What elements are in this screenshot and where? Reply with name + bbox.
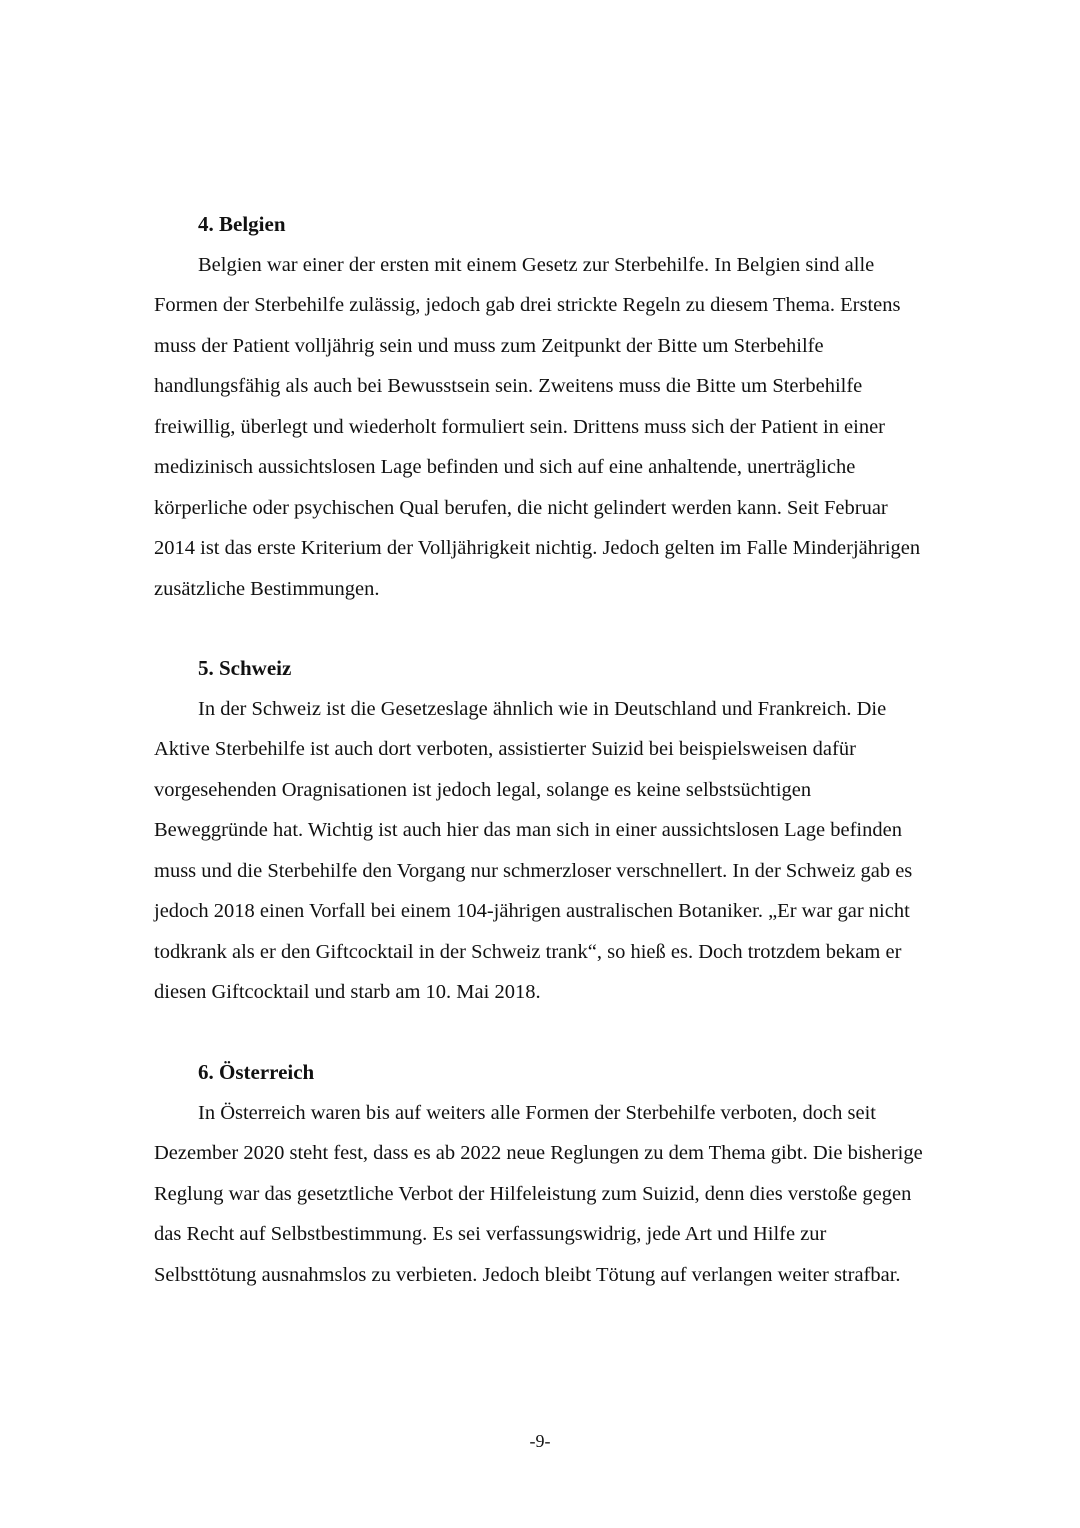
text-line: medizinisch aussichtslosen Lage befinden und sich auf eine anhaltende, unerträgliche	[154, 456, 856, 478]
text-line: das Recht auf Selbstbestimmung. Es sei verfassungswidrig, jede Art und Hilfe zur	[154, 1223, 827, 1245]
text-line: todkrank als er den Giftcocktail in der Schweiz trank“, so hieß es. Doch trotzdem bekam er	[154, 940, 902, 963]
section-belgien	[154, 204, 984, 609]
text-line: handlungsfähig als auch bei Bewusstsein sein. Zweitens muss die Bitte um Sterbehilfe	[154, 375, 863, 397]
text-line: Reglung war das gesetztliche Verbot der Hilfeleistung zum Suizid, denn dies verstoße gegen	[154, 1182, 912, 1205]
page-number: -9-	[529, 1431, 551, 1451]
text-line: Selbsttötung ausnahmslos zu verbieten. Jedoch bleibt Tötung auf verlangen weiter strafbar.	[154, 1263, 901, 1286]
text-line: diesen Giftcocktail und starb am 10. Mai 2018.	[154, 981, 541, 1003]
section-oesterreich	[154, 1052, 984, 1295]
text-line: Formen der Sterbehilfe zulässig, jedoch gab drei strickte Regeln zu diesem Thema. Erstens	[154, 294, 901, 316]
text-line: In Österreich waren bis auf weiters alle Formen der Sterbehilfe verboten, doch seit	[198, 1101, 876, 1124]
text-line: jedoch 2018 einen Vorfall bei einem 104-jährigen australischen Botaniker. „Er war gar nicht	[154, 900, 910, 922]
text-line: Beweggründe hat. Wichtig ist auch hier das man sich in einer aussichtslosen Lage befinden	[154, 819, 902, 841]
section-paragraph	[154, 1093, 984, 1296]
section-heading: 4. Belgien	[198, 212, 286, 236]
section-schweiz	[154, 648, 984, 1013]
text-line: Dezember 2020 steht fest, dass es ab 2022 neue Reglungen zu dem Thema gibt. Die bisherige	[154, 1142, 923, 1164]
text-line: muss und die Sterbehilfe den Vorgang nur schmerzloser verschnellert. In der Schweiz gab es	[154, 859, 913, 882]
text-line: zusätzliche Bestimmungen.	[154, 577, 380, 600]
text-line: In der Schweiz ist die Gesetzeslage ähnlich wie in Deutschland und Frankreich. Die	[198, 697, 887, 720]
text-line: 2014 ist das erste Kriterium der Volljährigkeit nichtig. Jedoch gelten im Falle Minderjährigen	[154, 537, 921, 559]
text-line: muss der Patient volljährig sein und muss zum Zeitpunkt der Bitte um Sterbehilfe	[154, 334, 824, 357]
section-heading: 5. Schweiz	[198, 656, 292, 680]
text-line: körperliche oder psychischen Qual berufen, die nicht gelindert werden kann. Seit Februar	[154, 496, 888, 519]
section-paragraph	[154, 245, 984, 610]
section-paragraph	[154, 689, 984, 1013]
text-line: Aktive Sterbehilfe ist auch dort verboten, assistierter Suizid bei beispielsweisen dafür	[154, 738, 856, 760]
text-line: Belgien war einer der ersten mit einem Gesetz zur Sterbehilfe. In Belgien sind alle	[198, 253, 875, 276]
section-heading: 6. Österreich	[198, 1060, 315, 1084]
text-line: freiwillig, überlegt und wiederholt formuliert sein. Drittens muss sich der Patient in einer	[154, 415, 885, 438]
text-line: vorgesehenden Oragnisationen ist jedoch legal, solange es keine selbstsüchtigen	[154, 778, 812, 801]
